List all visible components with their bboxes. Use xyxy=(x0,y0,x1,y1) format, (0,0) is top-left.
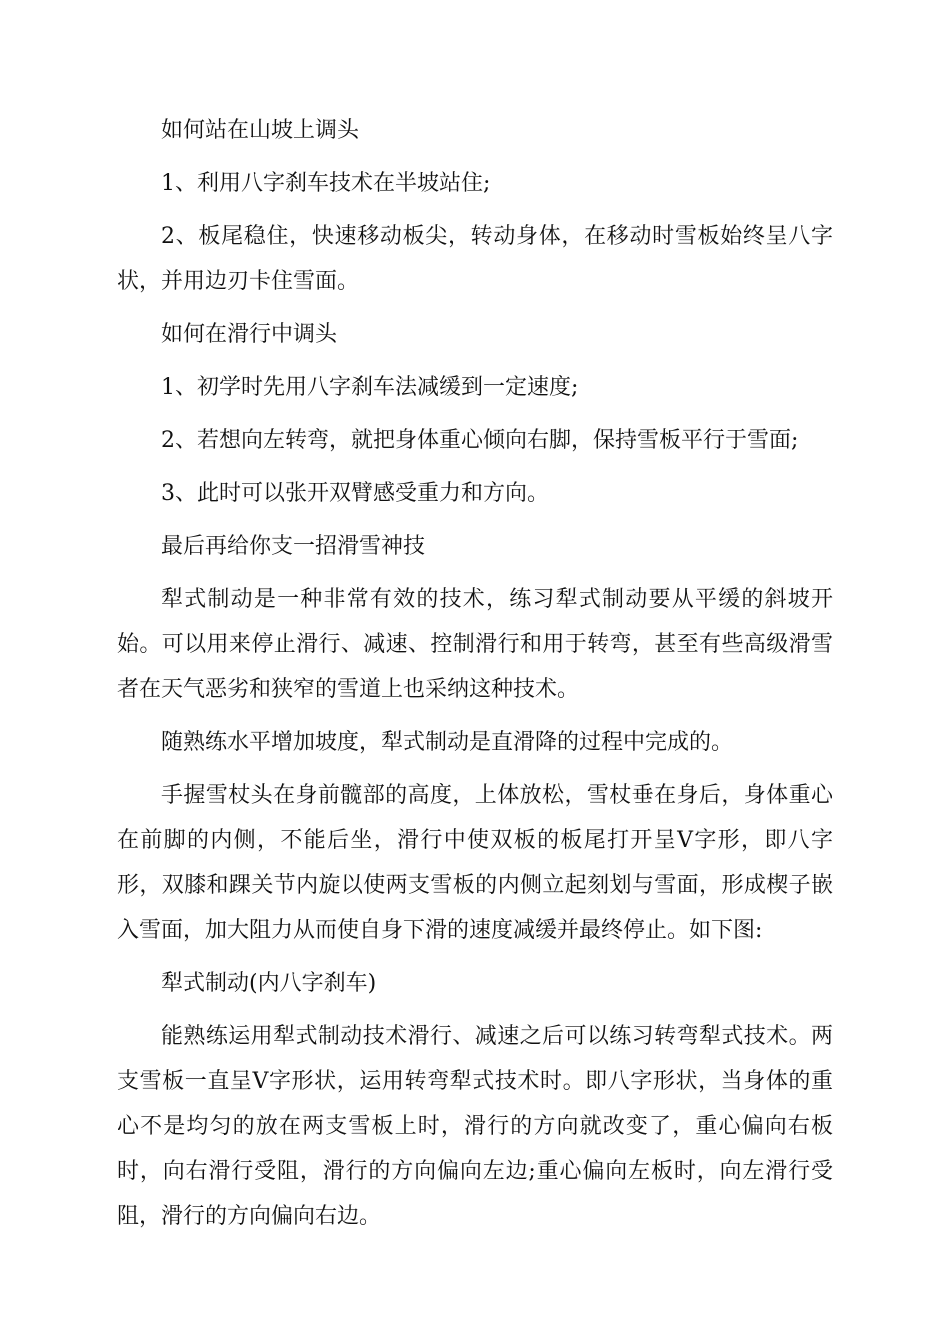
caption-snowplow-brake: 犁式制动(内八字刹车) xyxy=(161,971,377,996)
step-1-snowplow-stop: 1、利用八字刹车技术在半坡站住; xyxy=(161,171,491,196)
heading-turn-on-slope: 如何站在山坡上调头 xyxy=(161,118,360,143)
paragraph-technique-detail: 手握雪杖头在身前髋部的高度，上体放松，雪杖垂在身后，身体重心在前脚的内侧，不能后坐，滑行中使双板的板尾打开呈V字形，即八字形，双膝和踝关节内旋以使两支雪板的内侧立起刻划与雪面，形成楔子嵌入雪面，加大阻力从而使自身下滑的速度减缓并最终停止。如下图: xyxy=(117,783,833,943)
step-2-lean-right: 2、若想向左转弯，就把身体重心倾向右脚，保持雪板平行于雪面; xyxy=(161,428,799,453)
step-3-open-arms: 3、此时可以张开双臂感受重力和方向。 xyxy=(161,481,549,506)
paragraph-snowplow-turn: 能熟练运用犁式制动技术滑行、减速之后可以练习转弯犁式技术。两支雪板一直呈V字形状，运用转弯犁式技术时。即八字形状，当身体的重心不是均匀的放在两支雪板上时，滑行的方向就改变了，重心偏向右板时，向右滑行受阻，滑行的方向偏向左边;重心偏向左板时，向左滑行受阻，滑行的方向偏向右边。 xyxy=(117,1024,833,1229)
heading-final-tip: 最后再给你支一招滑雪神技 xyxy=(161,534,426,559)
paragraph-increase-slope: 随熟练水平增加坡度，犁式制动是直滑降的过程中完成的。 xyxy=(161,730,734,755)
step-1-slow-down: 1、初学时先用八字刹车法减缓到一定速度; xyxy=(161,375,579,400)
paragraph-snowplow-intro: 犁式制动是一种非常有效的技术，练习犁式制动要从平缓的斜坡开始。可以用来停止滑行、减速、控制滑行和用于转弯，甚至有些高级滑雪者在天气恶劣和狭窄的雪道上也采纳这种技术。 xyxy=(117,587,833,702)
heading-turn-while-gliding: 如何在滑行中调头 xyxy=(161,322,338,347)
step-2-pivot-tips: 2、板尾稳住，快速移动板尖，转动身体，在移动时雪板始终呈八字状，并用边刃卡住雪面。 xyxy=(117,224,833,294)
document-body xyxy=(117,108,833,1247)
